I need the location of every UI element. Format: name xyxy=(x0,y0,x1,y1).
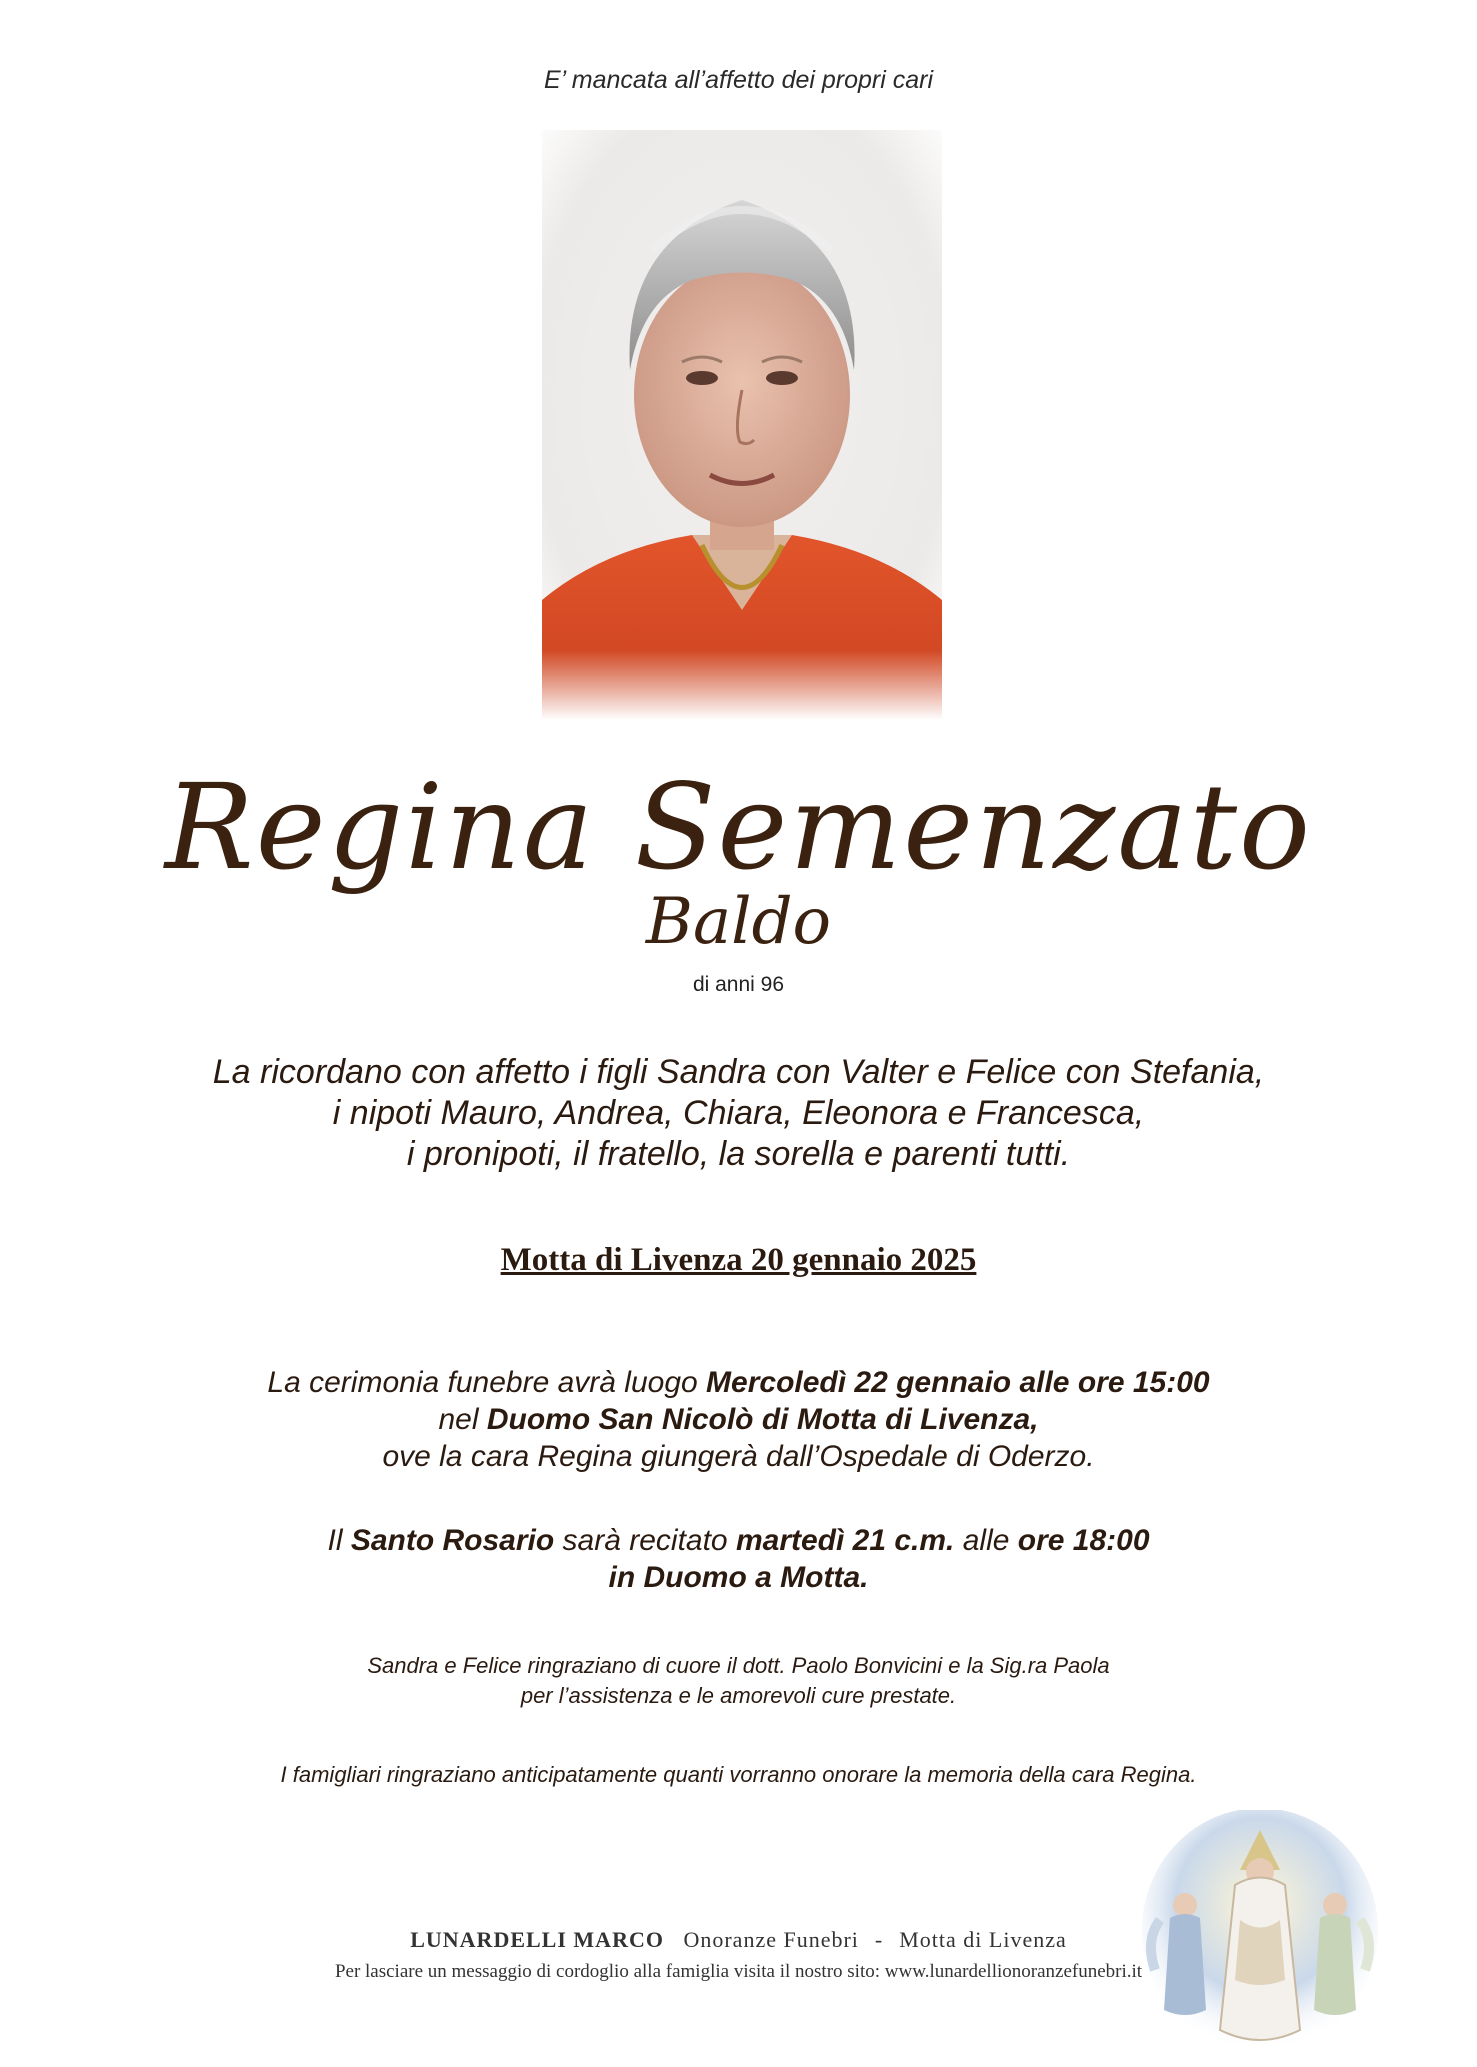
ceremony-line xyxy=(0,1401,1477,1438)
footer-town: Motta di Livenza xyxy=(899,1927,1067,1952)
ceremony-datetime: Mercoledì 22 gennaio alle ore 15:00 xyxy=(706,1366,1210,1399)
rosary-place xyxy=(0,1559,1477,1596)
maiden-name: Baldo xyxy=(645,885,832,959)
ceremony-line: ove la cara Regina giungerà dall’Ospedale di Oderzo. xyxy=(382,1440,1095,1473)
family-remembrance xyxy=(0,1052,1477,1175)
date-place-line: Motta di Livenza 20 gennaio 2025 xyxy=(500,1242,977,1278)
thanks-line: Sandra e Felice ringraziano di cuore il dott. Paolo Bonvicini e la Sig.ra Paola xyxy=(367,1653,1110,1678)
ceremony-text: La cerimonia funebre avrà luogo xyxy=(267,1366,707,1399)
footer-message: Per lasciare un messaggio di cordoglio alla famiglia visita il nostro sito: www.lunardellionoranzefunebri.it xyxy=(334,1961,1143,1982)
footer-brand-line xyxy=(0,1927,1477,1953)
deceased-name: Regina Semenzato xyxy=(164,758,1313,896)
thanks-care xyxy=(0,1651,1477,1711)
family-line: i pronipoti, il fratello, la sorella e parenti tutti. xyxy=(406,1135,1071,1173)
footer-separator: - xyxy=(874,1927,884,1952)
rosary-place-text: in Duomo a Motta. xyxy=(608,1561,869,1594)
thanks-all: I famigliari ringraziano anticipatamente quanti vorranno onorare la memoria della cara Regina. xyxy=(280,1762,1197,1787)
footer-service: Onoranze Funebri xyxy=(683,1927,859,1952)
family-line: La ricordano con affetto i figli Sandra con Valter e Felice con Stefania, xyxy=(212,1053,1265,1091)
rosary-text: sarà recitato xyxy=(554,1524,736,1557)
ceremony-info xyxy=(0,1364,1477,1475)
rosary-info xyxy=(0,1522,1477,1596)
rosary-line xyxy=(0,1522,1477,1559)
rosary-text: Il xyxy=(327,1524,351,1557)
ceremony-place: Duomo San Nicolò di Motta di Livenza, xyxy=(486,1403,1039,1436)
footer-brand: LUNARDELLI MARCO xyxy=(410,1927,664,1952)
intro-line: E’ mancata all’affetto dei propri cari xyxy=(543,66,934,94)
rosary-time: ore 18:00 xyxy=(1017,1524,1150,1557)
ceremony-text: nel xyxy=(438,1403,487,1436)
thanks-line: per l’assistenza e le amorevoli cure prestate. xyxy=(520,1683,957,1708)
ceremony-line xyxy=(0,1364,1477,1401)
portrait-photo xyxy=(542,130,942,720)
rosary-title: Santo Rosario xyxy=(350,1524,555,1557)
rosary-text: alle xyxy=(954,1524,1018,1557)
age-line: di anni 96 xyxy=(692,973,785,996)
family-line: i nipoti Mauro, Andrea, Chiara, Eleonora e Francesca, xyxy=(332,1094,1145,1132)
portrait-photo-icon xyxy=(542,130,942,720)
rosary-date: martedì 21 c.m. xyxy=(735,1524,955,1557)
